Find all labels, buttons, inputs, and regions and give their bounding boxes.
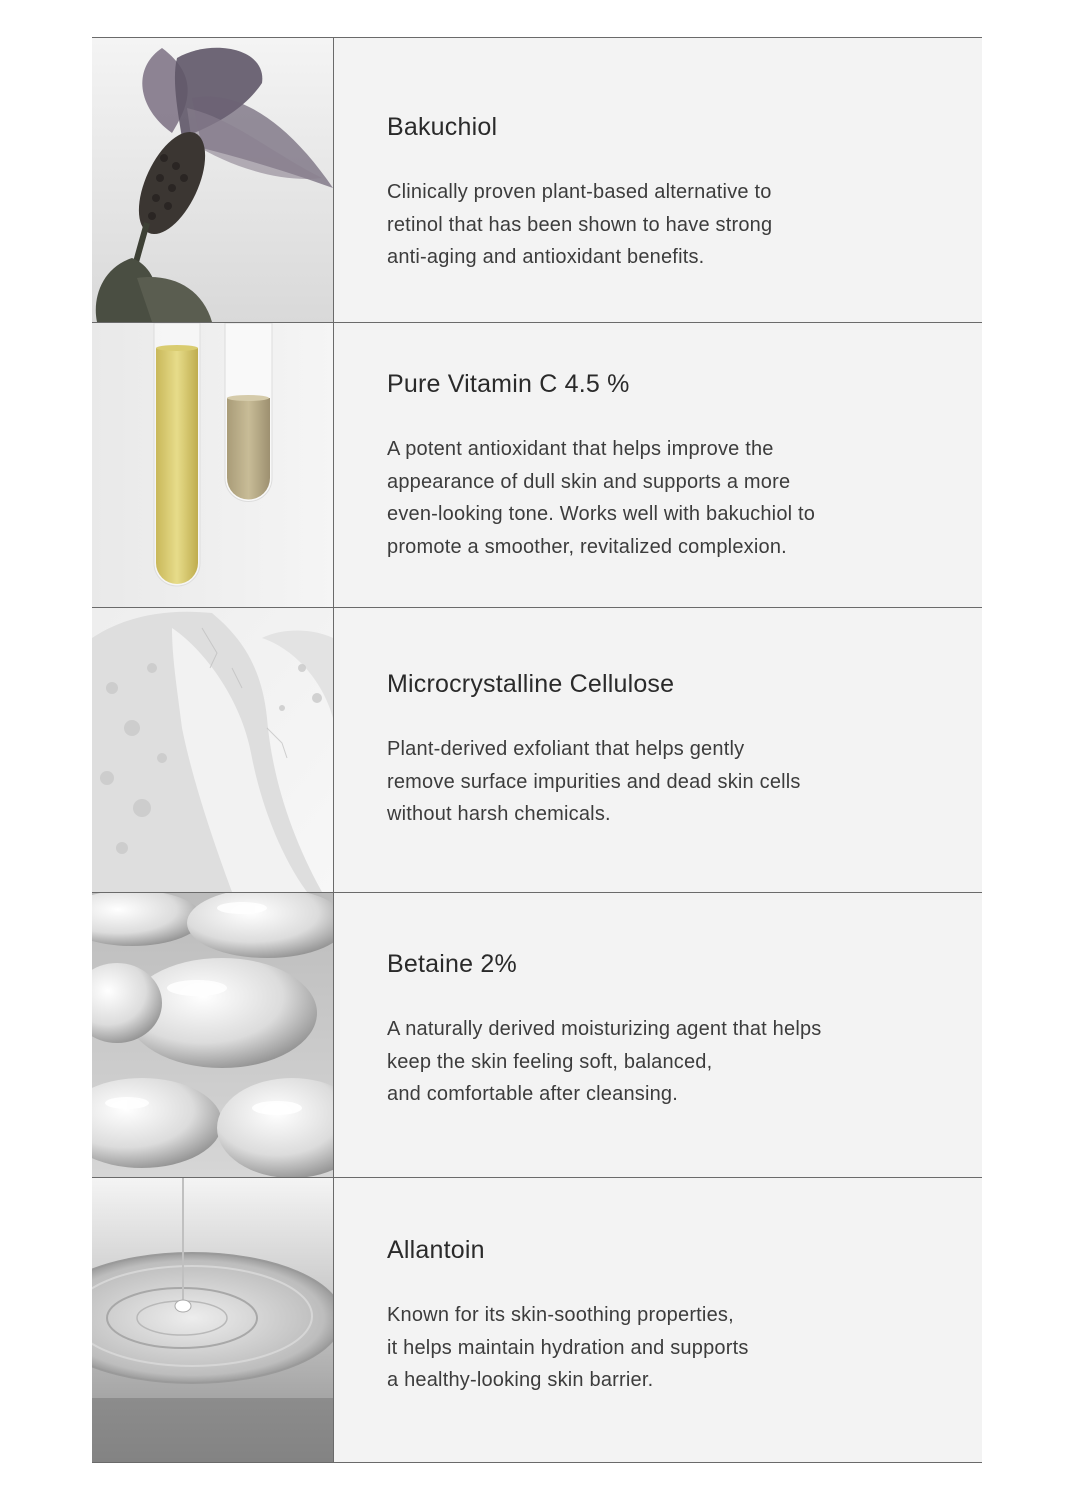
ingredient-row — [92, 38, 982, 323]
ingredient-title: Microcrystalline Cellulose — [387, 670, 675, 698]
petri-dish-drop-image — [92, 1178, 334, 1462]
ingredient-title: Pure Vitamin C 4.5 % — [387, 370, 630, 398]
ingredient-text — [334, 323, 982, 607]
ingredient-row — [92, 1178, 982, 1463]
ingredient-row — [92, 608, 982, 893]
white-powder-image — [92, 608, 334, 892]
ingredient-title: Allantoin — [387, 1236, 485, 1264]
lavender-flower-image — [92, 38, 334, 322]
ingredient-description: Clinically proven plant-based alternative to retinol that has been shown to have strong anti-aging and antioxidant benefits. — [387, 181, 773, 268]
ingredient-row — [92, 323, 982, 608]
gel-drops-image — [92, 893, 334, 1177]
ingredient-text — [334, 1178, 982, 1462]
ingredient-text — [334, 38, 982, 322]
ingredients-table — [92, 37, 982, 1463]
ingredient-text — [334, 893, 982, 1177]
ingredient-description: Known for its skin-soothing properties, it helps maintain hydration and supports a healthy-looking skin barrier. — [387, 1304, 749, 1391]
ingredient-description: Plant-derived exfoliant that helps gently remove surface impurities and dead skin cells without harsh chemicals. — [387, 738, 801, 825]
test-tubes-image — [92, 323, 334, 607]
ingredient-description: A naturally derived moisturizing agent that helps keep the skin feeling soft, balanced, and comfortable after cleansing. — [387, 1018, 822, 1105]
ingredient-title: Betaine 2% — [387, 950, 517, 978]
ingredient-text — [334, 608, 982, 892]
ingredient-title: Bakuchiol — [387, 113, 498, 141]
ingredient-description: A potent antioxidant that helps improve the appearance of dull skin and supports a more even-looking tone. Works well with bakuchiol to promote a smoother, revitalized complexion. — [387, 438, 816, 558]
ingredient-row — [92, 893, 982, 1178]
